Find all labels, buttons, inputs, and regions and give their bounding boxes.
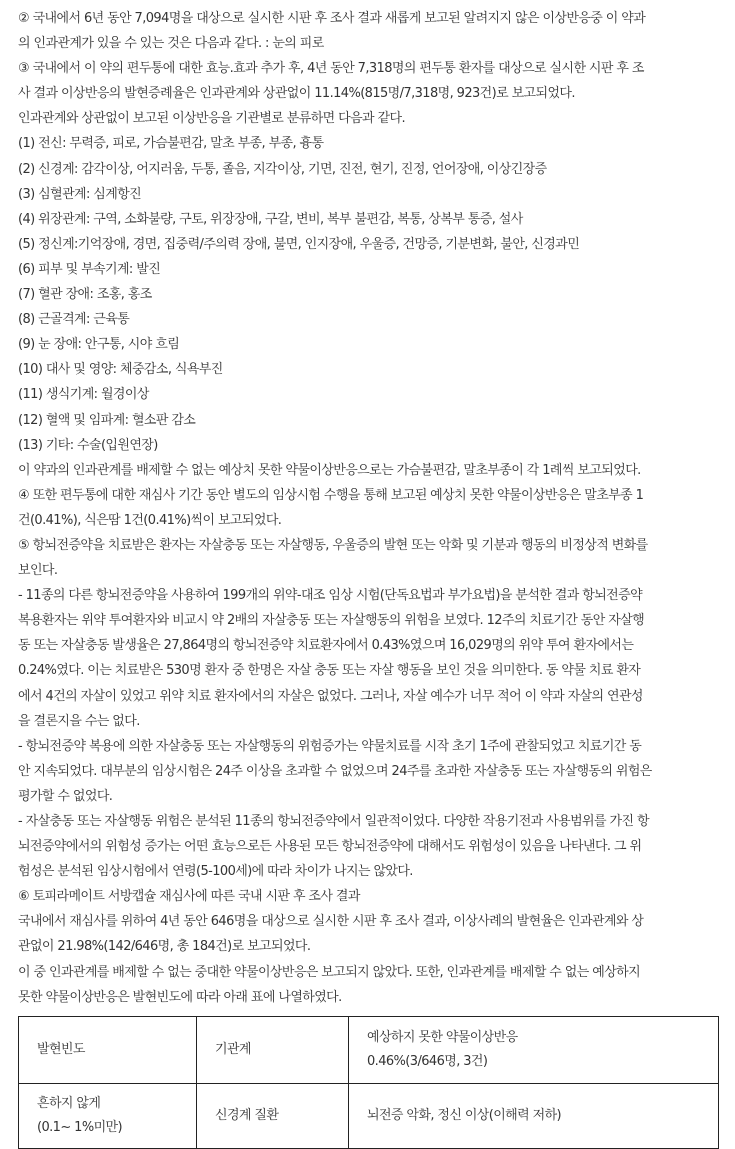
text-line: 동 또는 자살충동 발생율은 27,864명의 항뇌전증약 치료환자에서 0.43%였으며 16,029명의 위약 투여 환자에서는 [18, 638, 634, 654]
reaction-cell [349, 1083, 719, 1148]
text-line: 의 인과관계가 있을 수 있는 것은 다음과 같다. : 눈의 피로 [18, 36, 324, 52]
frequency-header-cell [19, 1016, 197, 1083]
text-line: (9) 눈 장애: 안구통, 시야 흐림 [18, 337, 180, 353]
text-line: ⑤ 항뇌전증약을 치료받은 환자는 자살충동 또는 자살행동, 우울증의 발현 또는 악화 및 기분과 행동의 비정상적 변화를 [18, 537, 648, 553]
text-line: (7) 혈관 장애: 조홍, 홍조 [18, 287, 152, 303]
text-line: - 자살충동 또는 자살행동 위험은 분석된 11종의 항뇌전증약에서 일관적이었다. 다양한 작용기전과 사용범위를 가진 항 [18, 814, 649, 829]
text-line: ③ 국내에서 이 약의 편두통에 대한 효능.효과 추가 후, 4년 동안 7,318명의 편두통 환자를 대상으로 실시한 시판 후 조 [18, 61, 644, 77]
frequency-cell [19, 1083, 197, 1148]
text-line: 인과관계와 상관없이 보고된 이상반응을 기관별로 분류하면 다음과 같다. [18, 111, 405, 127]
frequency-label: 흔하지 않게 [37, 1095, 101, 1111]
text-line: (4) 위장관계: 구역, 소화불량, 구토, 위장장애, 구갈, 변비, 복부 불편감, 복통, 상복부 통증, 설사 [18, 211, 523, 227]
table-header-row [19, 1016, 719, 1083]
text-line: (3) 심혈관계: 심계항진 [18, 186, 142, 202]
text-line: 험성은 분석된 임상시험에서 연령(5-100세)에 따라 차이가 나지는 않았다. [18, 864, 413, 880]
frequency-range: (0.1~ 1%미만) [37, 1119, 122, 1135]
reaction-value: 뇌전증 악화, 정신 이상(이해력 저하) [367, 1107, 562, 1123]
text-line: 건(0.41%), 식은땀 1건(0.41%)씩이 보고되었다. [18, 512, 282, 528]
text-line: ⑥ 토피라메이트 서방캡슐 재심사에 따른 국내 시판 후 조사 결과 [18, 889, 360, 905]
text-line: 0.24%였다. 이는 치료받은 530명 환자 중 한명은 자살 충동 또는 자살 행동을 보인 것을 의미한다. 동 약물 치료 환자 [18, 663, 641, 679]
text-line: (11) 생식기계: 월경이상 [18, 387, 149, 403]
text-line: (6) 피부 및 부속기계: 발진 [18, 261, 161, 277]
adverse-reaction-table [18, 1016, 719, 1149]
text-line: 을 결론지을 수는 없다. [18, 713, 140, 729]
text-line: 안 지속되었다. 대부분의 임상시험은 24주 이상을 초과할 수 없었으며 24주를 초과한 자살충동 또는 자살행동의 위험은 [18, 763, 652, 779]
text-line: 관없이 21.98%(142/646명, 총 184건)로 보고되었다. [18, 939, 311, 955]
text-line: ② 국내에서 6년 동안 7,094명을 대상으로 실시한 시판 후 조사 결과 새롭게 보고된 알려지지 않은 이상반응중 이 약과 [18, 11, 646, 26]
text-line: (8) 근골격계: 근육통 [18, 312, 130, 328]
text-line: 복용환자는 위약 투여환자와 비교시 약 2배의 자살충동 또는 자살행동의 위험을 보였다. 12주의 치료기간 동안 자살행 [18, 613, 645, 629]
frequency-header: 발현빈도 [37, 1041, 85, 1057]
text-line: 이 중 인과관계를 배제할 수 없는 중대한 약물이상반응은 보고되지 않았다. 또한, 인과관계를 배제할 수 없는 예상하지 [18, 964, 641, 980]
text-line: (10) 대사 및 영양: 체중감소, 식욕부진 [18, 362, 223, 378]
text-line: 뇌전증약에서의 위험성 증가는 어떤 효능으로든 사용된 모든 항뇌전증약에 대해서도 위험성이 있음을 나타낸다. 그 위 [18, 839, 642, 855]
text-line: - 항뇌전증약 복용에 의한 자살충동 또는 자살행동의 위험증가는 약물치료를 시작 초기 1주에 관찰되었고 치료기간 동 [18, 738, 642, 754]
paragraph-block [18, 6, 718, 1010]
text-line: (2) 신경계: 감각이상, 어지러움, 두통, 졸음, 지각이상, 기면, 진전, 현기, 진정, 언어장애, 이상긴장증 [18, 161, 547, 177]
text-line: 에서 4건의 자살이 있었고 위약 치료 환자에서의 자살은 없었다. 그러나, 자살 예수가 너무 적어 이 약과 자살의 연관성 [18, 688, 643, 704]
reaction-header-rate: 0.46%(3/646명, 3건) [367, 1053, 488, 1069]
text-line: 사 결과 이상반응의 발현증례율은 인과관계와 상관없이 11.14%(815명/7,318명, 923건)로 보고되었다. [18, 86, 575, 102]
text-line: 국내에서 재심사를 위하여 4년 동안 646명을 대상으로 실시한 시판 후 조사 결과, 이상사례의 발현율은 인과관계와 상 [18, 914, 644, 930]
organ-header: 기관계 [215, 1041, 251, 1057]
table-row [19, 1083, 719, 1148]
text-line: 못한 약물이상반응은 발현빈도에 따라 아래 표에 나열하였다. [18, 989, 342, 1005]
organ-value: 신경계 질환 [215, 1107, 279, 1123]
text-line: (5) 정신계:기억장애, 경면, 집중력/주의력 장애, 불면, 인지장애, 우울증, 건망증, 기분변화, 불안, 신경과민 [18, 236, 580, 252]
text-line: 이 약과의 인과관계를 배제할 수 없는 예상치 못한 약물이상반응으로는 가슴불편감, 말초부종이 각 1례씩 보고되었다. [18, 462, 641, 478]
text-line: - 11종의 다른 항뇌전증약을 사용하여 199개의 위약-대조 임상 시험(단독요법과 부가요법)을 분석한 결과 항뇌전증약 [18, 588, 643, 604]
reaction-header-title: 예상하지 못한 약물이상반응 [367, 1029, 518, 1045]
organ-header-cell [197, 1016, 349, 1083]
organ-cell [197, 1083, 349, 1148]
text-line: (13) 기타: 수술(입원연장) [18, 437, 158, 453]
text-line: 평가할 수 없었다. [18, 788, 113, 804]
text-line: (1) 전신: 무력증, 피로, 가슴불편감, 말초 부종, 부종, 흉통 [18, 136, 324, 152]
text-line: (12) 혈액 및 임파계: 혈소판 감소 [18, 412, 196, 428]
reaction-header-cell [349, 1016, 719, 1083]
text-line: 보인다. [18, 563, 58, 579]
text-line: ④ 또한 편두통에 대한 재심사 기간 동안 별도의 임상시험 수행을 통해 보고된 예상치 못한 약물이상반응은 말초부종 1 [18, 487, 644, 503]
